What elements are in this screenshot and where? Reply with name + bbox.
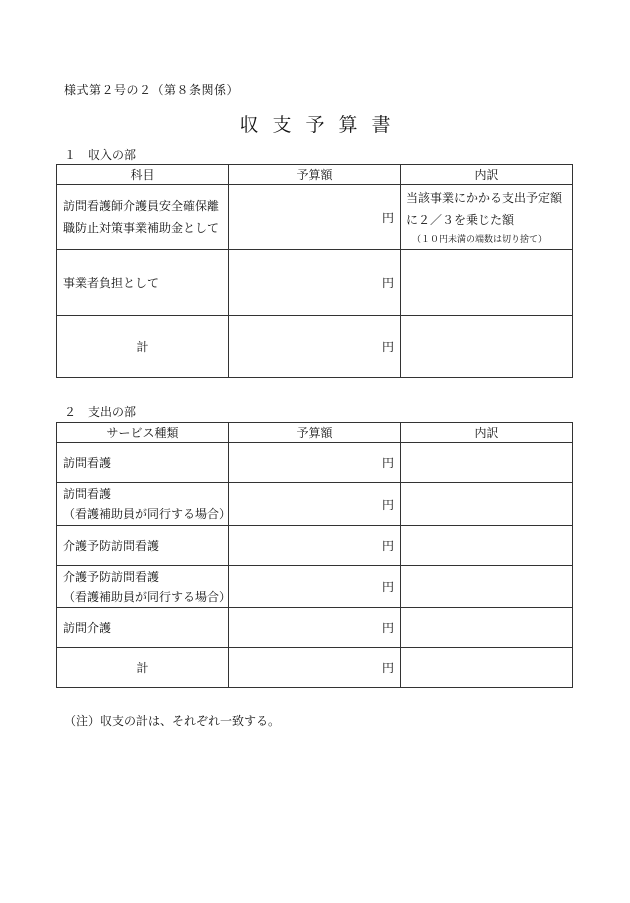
item-label-line: 職防止対策事業補助金として bbox=[63, 221, 220, 235]
amount-cell: 円 bbox=[229, 316, 401, 378]
form-number: 様式第２号の２（第８条関係） bbox=[64, 83, 240, 97]
column-header: 予算額 bbox=[229, 423, 401, 443]
column-header: サービス種類 bbox=[57, 423, 229, 443]
item-cell: 訪問介護 bbox=[57, 608, 229, 648]
table-header-row bbox=[57, 165, 573, 185]
table-row bbox=[57, 185, 573, 250]
table-row bbox=[57, 526, 573, 566]
table-row bbox=[57, 566, 573, 608]
item-label-line: 訪問看護 bbox=[63, 487, 112, 501]
note-cell bbox=[401, 250, 573, 316]
income-table bbox=[56, 164, 573, 378]
table-row bbox=[57, 316, 573, 378]
income-section-heading: １ 収入の部 bbox=[64, 148, 137, 162]
table-header-row bbox=[57, 423, 573, 443]
amount-cell: 円 bbox=[229, 443, 401, 483]
table-row bbox=[57, 483, 573, 526]
expense-section-heading: ２ 支出の部 bbox=[64, 405, 137, 419]
amount-cell: 円 bbox=[229, 526, 401, 566]
note-cell bbox=[401, 316, 573, 378]
total-label-cell: 計 bbox=[57, 316, 229, 378]
page-title: 収支予算書 bbox=[239, 114, 405, 136]
amount-cell: 円 bbox=[229, 608, 401, 648]
note-cell bbox=[401, 608, 573, 648]
table-row bbox=[57, 443, 573, 483]
note-cell bbox=[401, 185, 573, 250]
table-row bbox=[57, 608, 573, 648]
note-cell bbox=[401, 483, 573, 526]
note-small-text: （１０円未満の端数は切り捨て） bbox=[412, 235, 548, 245]
item-cell: 介護予防訪問看護 bbox=[57, 526, 229, 566]
column-header: 科目 bbox=[57, 165, 229, 185]
note-cell bbox=[401, 566, 573, 608]
item-cell: 訪問看護 bbox=[57, 443, 229, 483]
item-label-line: （看護補助員が同行する場合） bbox=[63, 589, 232, 604]
item-label-line: 訪問看護師介護員安全確保離 bbox=[63, 199, 220, 213]
expense-table bbox=[56, 422, 573, 688]
amount-cell: 円 bbox=[229, 648, 401, 688]
amount-cell: 円 bbox=[229, 566, 401, 608]
item-label-line: 介護予防訪問看護 bbox=[63, 569, 160, 584]
note-cell bbox=[401, 526, 573, 566]
item-cell bbox=[57, 483, 232, 526]
amount-cell: 円 bbox=[229, 250, 401, 316]
item-cell bbox=[57, 185, 229, 250]
note-line: 当該事業にかかる支出予定額 bbox=[406, 191, 563, 205]
note-line: に２／３を乗じた額 bbox=[406, 213, 515, 227]
amount-cell: 円 bbox=[229, 185, 401, 250]
item-cell: 事業者負担として bbox=[57, 250, 229, 316]
footnote: （注）収支の計は、それぞれ一致する。 bbox=[64, 714, 281, 728]
column-header: 内訳 bbox=[401, 423, 573, 443]
item-cell bbox=[57, 566, 232, 608]
amount-cell: 円 bbox=[229, 483, 401, 526]
note-cell bbox=[401, 648, 573, 688]
column-header: 内訳 bbox=[401, 165, 573, 185]
item-label-line: （看護補助員が同行する場合） bbox=[63, 507, 232, 521]
table-row bbox=[57, 648, 573, 688]
note-cell bbox=[401, 443, 573, 483]
table-row bbox=[57, 250, 573, 316]
column-header: 予算額 bbox=[229, 165, 401, 185]
total-label-cell: 計 bbox=[57, 648, 229, 688]
